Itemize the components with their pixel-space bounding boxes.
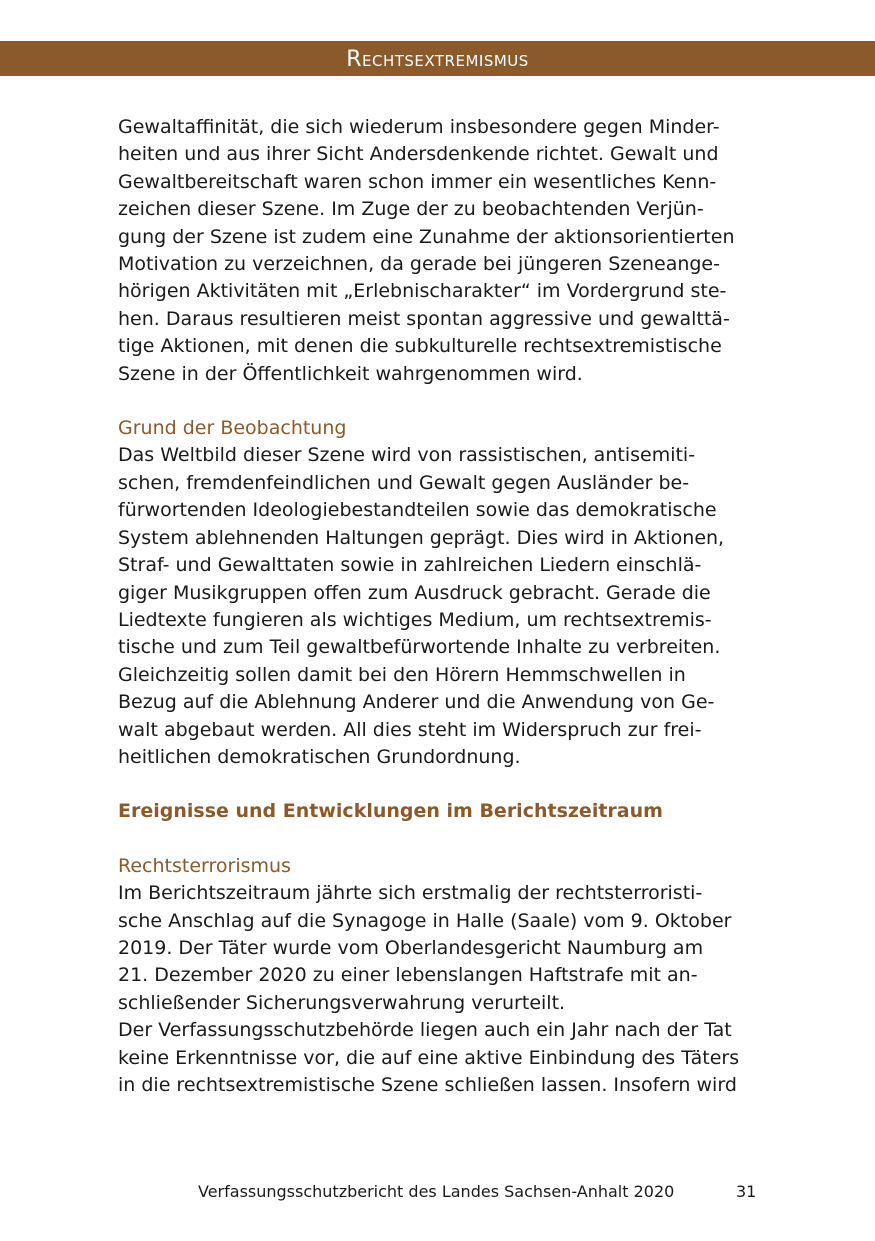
text-line: sche Anschlag auf die Synagoge in Halle (Saale) vom 9. Oktober: [118, 909, 732, 932]
text-line: Das Weltbild dieser Szene wird von rassistischen, antisemiti-: [118, 444, 696, 467]
subheading-grund: Grund der Beobachtung: [118, 417, 347, 440]
text-line: Gleichzeitig sollen damit bei den Hörern Hemmschwellen in: [118, 663, 686, 686]
text-line: System ablehnenden Haltungen geprägt. Dies wird in Aktionen,: [118, 526, 725, 549]
text-line: in die rechtsextremistische Szene schließen lassen. Insofern wird: [118, 1074, 737, 1096]
text-line: fürwortenden Ideologiebestandteilen sowie das demokratische: [118, 499, 717, 522]
text-line: schließender Sicherungsverwahrung verurteilt.: [118, 991, 566, 1014]
text-line: 21. Dezember 2020 zu einer lebenslangen Haftstrafe mit an-: [118, 964, 698, 987]
text-line: gung der Szene ist zudem eine Zunahme der aktionsorientierten: [118, 225, 735, 248]
text-line: Gewaltbereitschaft waren schon immer ein wesentliches Kenn-: [118, 170, 717, 193]
page-number: 31: [736, 1182, 757, 1201]
text-line: schen, fremdenfeindlichen und Gewalt gegen Ausländer be-: [118, 471, 690, 494]
text-line: Straf- und Gewalttaten sowie in zahlreichen Liedern einschlä-: [118, 554, 702, 577]
text-line: heitlichen demokratischen Grundordnung.: [118, 745, 521, 768]
text-line: Szene in der Öffentlichkeit wahrgenommen wird.: [118, 362, 583, 385]
text-line: Gewaltaffinität, die sich wiederum insbesondere gegen Minder-: [118, 116, 720, 138]
section-ereignisse: [118, 798, 763, 825]
page-title: Rechtsextremismus: [346, 47, 529, 72]
text-line: Bezug auf die Ablehnung Anderer und die Anwendung von Ge-: [118, 691, 715, 714]
section-grund: [118, 415, 763, 771]
text-line: 2019. Der Täter wurde vom Oberlandesgericht Naumburg am: [118, 936, 704, 959]
text-line: tische und zum Teil gewaltbefürwortende Inhalte zu verbreiten.: [118, 636, 721, 659]
text-line: Der Verfassungsschutzbehörde liegen auch ein Jahr nach der Tat: [118, 1019, 732, 1042]
text-line: heiten und aus ihrer Sicht Andersdenkende richtet. Gewalt und: [118, 143, 719, 166]
text-line: keine Erkenntnisse vor, die auf eine aktive Einbindung des Täters: [118, 1046, 740, 1069]
text-line: hörigen Aktivitäten mit „Erlebnischarakter“ im Vordergrund ste-: [118, 280, 727, 303]
page-footer: [0, 1182, 875, 1206]
spacer: [118, 826, 763, 853]
spacer: [118, 771, 763, 798]
text-line: tige Aktionen, mit denen die subkulturelle rechtsextremistische: [118, 335, 722, 358]
spacer: [118, 388, 763, 415]
main-content: [118, 114, 763, 1099]
text-line: Motivation zu verzeichnen, da gerade bei jüngeren Szeneange-: [118, 253, 720, 276]
text-line: giger Musikgruppen offen zum Ausdruck gebracht. Gerade die: [118, 581, 711, 604]
text-line: Liedtexte fungieren als wichtiges Medium, um rechtsextremis-: [118, 608, 712, 631]
paragraph-intro: [118, 114, 763, 388]
text-line: walt abgebaut werden. All dies steht im Widerspruch zur frei-: [118, 718, 702, 741]
section-rechtsterrorismus: [118, 853, 763, 1100]
text-line: hen. Daraus resultieren meist spontan aggressive und gewalttä-: [118, 307, 730, 330]
footer-publication: Verfassungsschutzbericht des Landes Sachsen-Anhalt 2020: [198, 1182, 675, 1201]
text-line: Im Berichtszeitraum jährte sich erstmalig der rechtsterroristi-: [118, 882, 703, 905]
section-heading-ereignisse: Ereignisse und Entwicklungen im Berichtszeitraum: [118, 800, 663, 823]
subheading-rechtsterrorismus: Rechtsterrorismus: [118, 854, 291, 877]
text-line: zeichen dieser Szene. Im Zuge der zu beobachtenden Verjün-: [118, 198, 704, 221]
